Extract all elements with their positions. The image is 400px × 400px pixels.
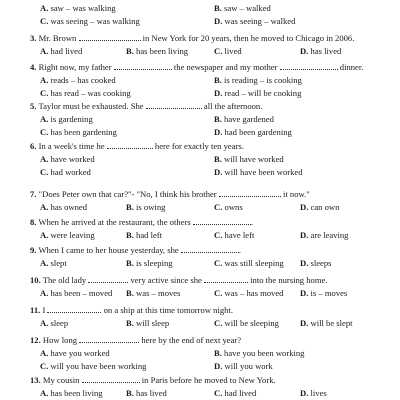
answer-option[interactable]	[214, 88, 301, 99]
option-text: has been living	[50, 388, 103, 398]
answer-option[interactable]	[40, 3, 116, 14]
option-letter: B.	[126, 388, 134, 398]
answer-option[interactable]	[126, 202, 165, 213]
answer-option[interactable]	[40, 361, 146, 372]
option-text: has been gardening	[50, 127, 117, 137]
answer-option[interactable]	[40, 75, 116, 86]
question-stem	[30, 217, 253, 228]
option-text: is reading – is cooking	[224, 75, 302, 85]
answer-option[interactable]	[300, 388, 327, 399]
answer-option[interactable]	[214, 258, 284, 269]
option-letter: D.	[300, 202, 309, 212]
question-stem	[30, 0, 337, 1]
question-number: 13.	[30, 375, 41, 385]
option-text: saw – walked	[224, 3, 271, 13]
option-letter: B.	[126, 318, 134, 328]
answer-blank[interactable]	[219, 189, 281, 197]
option-letter: D.	[300, 230, 309, 240]
option-text: is owing	[136, 202, 166, 212]
answer-blank[interactable]	[107, 141, 153, 149]
answer-option[interactable]	[40, 154, 95, 165]
option-text: will you work	[224, 361, 273, 371]
answer-blank[interactable]	[280, 62, 338, 70]
option-letter: C.	[214, 230, 223, 240]
answer-option[interactable]	[40, 388, 103, 399]
answer-blank[interactable]	[47, 305, 101, 313]
option-letter: D.	[300, 318, 309, 328]
question-stem	[30, 275, 328, 286]
answer-blank[interactable]	[181, 245, 239, 253]
option-letter: C.	[40, 361, 49, 371]
answer-option[interactable]	[300, 202, 339, 213]
answer-option[interactable]	[40, 88, 131, 99]
question-stem	[30, 375, 276, 386]
option-text: is – moves	[310, 288, 348, 298]
option-letter: A.	[40, 318, 49, 328]
option-letter: D.	[300, 388, 309, 398]
option-letter: D.	[214, 16, 223, 26]
question-number: 8.	[30, 217, 37, 227]
option-text: owns	[224, 202, 243, 212]
answer-option[interactable]	[300, 318, 353, 329]
question-stem	[30, 101, 262, 112]
answer-option[interactable]	[214, 46, 242, 57]
question-text: When I came to her house yesterday, she	[38, 245, 179, 255]
option-text: lives	[310, 388, 327, 398]
question-text: My cousin	[42, 375, 80, 385]
option-text: are leaving	[310, 230, 349, 240]
question-text: here for exactly ten years.	[154, 141, 244, 151]
question-text: all the afternoon.	[203, 101, 263, 111]
answer-option[interactable]	[40, 230, 95, 241]
question-text: Taylor must be exhausted. She	[38, 101, 144, 111]
question-text: When he arrived at the restaurant, the others	[38, 217, 191, 227]
option-letter: C.	[40, 167, 49, 177]
question-text: dinner.	[339, 62, 364, 72]
answer-option[interactable]	[126, 258, 173, 269]
answer-option[interactable]	[40, 288, 112, 299]
option-letter: B.	[126, 46, 134, 56]
option-text: has lived	[310, 46, 342, 56]
option-letter: C.	[40, 88, 49, 98]
option-text: read – will be cooking	[224, 88, 302, 98]
option-letter: A.	[40, 154, 49, 164]
option-text: have you been working	[224, 348, 305, 358]
answer-option[interactable]	[126, 318, 169, 329]
option-text: was – moves	[136, 288, 181, 298]
option-text: will have been worked	[224, 167, 303, 177]
question-text: .	[250, 217, 253, 227]
option-letter: B.	[126, 258, 134, 268]
option-text: was seeing – walked	[224, 16, 296, 26]
option-text: has been – moved	[50, 288, 113, 298]
option-letter: D.	[214, 167, 223, 177]
option-letter: C.	[214, 46, 223, 56]
option-text: has been living	[136, 46, 189, 56]
question-number: 12.	[30, 335, 41, 345]
option-letter: A.	[40, 258, 49, 268]
answer-option[interactable]	[40, 127, 117, 138]
answer-blank[interactable]	[88, 275, 128, 283]
question-number: 11.	[30, 305, 41, 315]
question-text: "Does Peter own that car?"- "No, I think his brother	[38, 189, 217, 199]
option-letter: B.	[126, 202, 134, 212]
answer-option[interactable]	[40, 167, 91, 178]
question-stem	[30, 245, 241, 256]
answer-blank[interactable]	[114, 62, 172, 70]
option-text: will be sleeping	[224, 318, 279, 328]
option-text: reads – has cooked	[50, 75, 116, 85]
question-stem	[30, 62, 363, 73]
question-text: on a ship at this time tomorrow night.	[103, 305, 233, 315]
answer-option[interactable]	[214, 114, 274, 125]
answer-blank[interactable]	[79, 335, 139, 343]
option-text: was – has moved	[224, 288, 284, 298]
question-text: into the nursing home.	[250, 275, 328, 285]
question-number: 9.	[30, 245, 37, 255]
option-text: have gardened	[224, 114, 274, 124]
option-letter: B.	[126, 288, 134, 298]
question-number: 4.	[30, 62, 37, 72]
option-text: sleep	[50, 318, 69, 328]
answer-option[interactable]	[300, 288, 347, 299]
option-letter: B.	[214, 114, 222, 124]
option-letter: A.	[40, 348, 49, 358]
option-letter: D.	[300, 258, 309, 268]
option-text: has read – was cooking	[50, 88, 131, 98]
option-text: had worked	[50, 167, 91, 177]
option-letter: A.	[40, 388, 49, 398]
question-text: In a week's time he	[38, 141, 105, 151]
question-stem	[30, 305, 233, 316]
answer-option[interactable]	[214, 318, 279, 329]
option-letter: D.	[214, 88, 223, 98]
option-text: had left	[136, 230, 163, 240]
answer-option[interactable]	[40, 202, 87, 213]
answer-option[interactable]	[40, 46, 82, 57]
option-text: sleeps	[310, 258, 332, 268]
answer-blank[interactable]	[146, 101, 202, 109]
question-stem	[30, 335, 241, 346]
answer-option[interactable]	[214, 127, 292, 138]
answer-option[interactable]	[40, 114, 93, 125]
answer-option[interactable]	[300, 258, 332, 269]
option-text: will you have been working	[50, 361, 147, 371]
option-letter: A.	[40, 114, 49, 124]
option-text: have left	[224, 230, 255, 240]
option-text: had lived	[224, 388, 257, 398]
question-text: Mr. Brown	[38, 33, 77, 43]
question-stem	[30, 33, 354, 44]
option-text: have worked	[50, 154, 95, 164]
question-text: very active since she	[130, 275, 202, 285]
question-number: 5.	[30, 101, 37, 111]
option-letter: C.	[214, 288, 223, 298]
option-text: was still sleeping	[224, 258, 284, 268]
option-letter: B.	[214, 348, 222, 358]
option-letter: C.	[214, 388, 223, 398]
answer-option[interactable]	[214, 16, 295, 27]
option-letter: D.	[214, 127, 223, 137]
answer-option[interactable]	[214, 230, 254, 241]
option-letter: A.	[40, 202, 49, 212]
question-text: in New York for 20 years, then he moved to Chicago in 2006.	[142, 33, 355, 43]
option-letter: D.	[300, 288, 309, 298]
option-text: will have worked	[224, 154, 284, 164]
answer-blank[interactable]	[79, 33, 141, 41]
answer-option[interactable]	[214, 167, 303, 178]
option-letter: A.	[40, 75, 49, 85]
question-text: here by the end of next year?	[141, 335, 242, 345]
option-text: slept	[50, 258, 67, 268]
option-letter: B.	[126, 230, 134, 240]
option-text: had lived	[50, 46, 83, 56]
answer-option[interactable]	[126, 388, 167, 399]
answer-option[interactable]	[126, 230, 162, 241]
option-letter: C.	[40, 127, 49, 137]
answer-option[interactable]	[214, 154, 284, 165]
option-letter: A.	[40, 46, 49, 56]
answer-option[interactable]	[126, 46, 188, 57]
answer-option[interactable]	[214, 75, 302, 86]
option-letter: A.	[40, 230, 49, 240]
option-letter: B.	[214, 154, 222, 164]
answer-option[interactable]	[214, 388, 256, 399]
option-letter: B.	[214, 3, 222, 13]
option-text: will be slept	[310, 318, 353, 328]
question-text: How long	[42, 335, 78, 345]
option-text: can own	[310, 202, 340, 212]
question-text: in Paris before he moved to New York.	[141, 375, 276, 385]
answer-option[interactable]	[40, 348, 110, 359]
question-text: Right now, my father	[38, 62, 112, 72]
answer-option[interactable]	[214, 3, 271, 14]
option-text: had been gardening	[224, 127, 292, 137]
option-text: has owned	[50, 202, 88, 212]
option-text: saw – was walking	[50, 3, 116, 13]
option-text: were leaving	[50, 230, 95, 240]
question-number: 3.	[30, 33, 37, 43]
question-text: the newspaper and my mother	[173, 62, 278, 72]
question-stem	[30, 141, 244, 152]
answer-option[interactable]	[300, 46, 341, 57]
question-text: The old lady	[42, 275, 87, 285]
question-number: 7.	[30, 189, 37, 199]
answer-blank[interactable]	[82, 375, 140, 383]
answer-option[interactable]	[300, 230, 348, 241]
option-letter: B.	[214, 75, 222, 85]
option-text: will sleep	[136, 318, 170, 328]
option-letter: C.	[214, 258, 223, 268]
option-text: was seeing – was walking	[50, 16, 140, 26]
option-text: is gardening	[50, 114, 93, 124]
answer-option[interactable]	[40, 258, 67, 269]
option-text: have you worked	[50, 348, 110, 358]
option-letter: D.	[300, 46, 309, 56]
option-text: has lived	[136, 388, 167, 398]
option-letter: C.	[214, 318, 223, 328]
answer-option[interactable]	[40, 16, 140, 27]
answer-option[interactable]	[126, 288, 180, 299]
option-letter: C.	[40, 16, 49, 26]
question-text: I	[42, 305, 46, 315]
answer-blank[interactable]	[193, 217, 251, 225]
answer-option[interactable]	[40, 318, 68, 329]
question-number: 6.	[30, 141, 37, 151]
question-stem	[30, 189, 310, 200]
option-text: lived	[224, 46, 242, 56]
answer-option[interactable]	[214, 348, 304, 359]
answer-option[interactable]	[214, 288, 283, 299]
option-text: is sleeping	[136, 258, 173, 268]
question-number: 10.	[30, 275, 41, 285]
option-letter: A.	[40, 288, 49, 298]
option-letter: A.	[40, 3, 49, 13]
question-text: it now."	[282, 189, 310, 199]
option-letter: C.	[214, 202, 223, 212]
answer-option[interactable]	[214, 202, 243, 213]
option-letter: D.	[214, 361, 223, 371]
answer-option[interactable]	[214, 361, 273, 372]
answer-blank[interactable]	[204, 275, 248, 283]
question-text: .	[238, 245, 241, 255]
